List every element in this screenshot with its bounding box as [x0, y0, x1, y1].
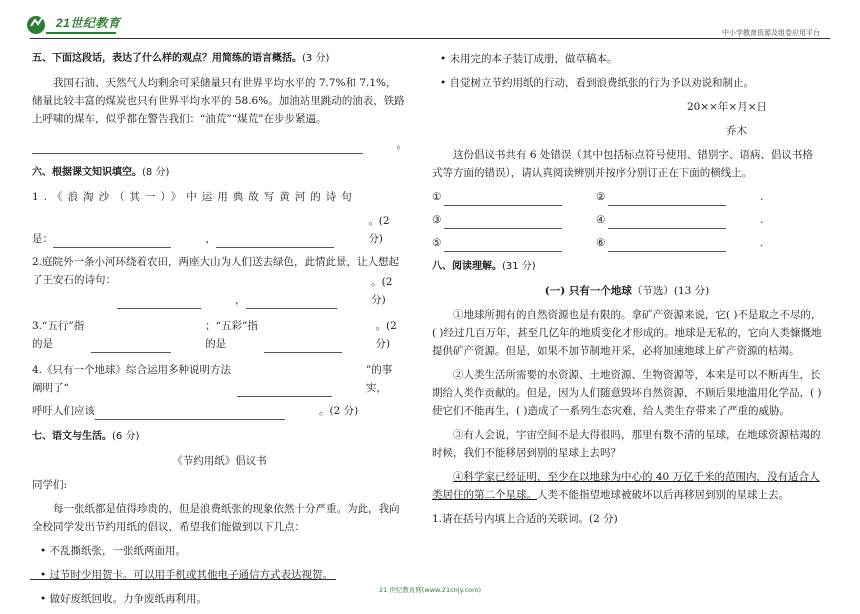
reading-para-1: ①地球所拥有的自然资源也是有限的。拿矿产资源来说，它( )不是取之不尽的，( )经过几百万年，甚至几亿年的地质变化才形成的。地球是无私的，它向人类慷慨地提供矿产资源。但是，如果不加节制地开采，必将加速地球上矿产资源的枯竭。 [432, 309, 822, 357]
correction-blank-6[interactable] [608, 239, 726, 252]
q4-prefix: 4.《只有一个地球》综合运用多种说明方法阐明了“ [32, 364, 232, 394]
correction-blank-2[interactable] [608, 193, 726, 206]
mark-5: ⑤ [432, 237, 442, 249]
section-5-score: (3 分) [302, 53, 330, 64]
proposal-title: 《节约用纸》倡议书 [172, 455, 267, 467]
section-8-title: 八、阅读理解。 [432, 261, 502, 272]
correction-blank-4[interactable] [608, 216, 726, 229]
q3-row [32, 317, 407, 353]
mark-3: ③ [432, 214, 442, 226]
proposal-body: 每一张纸都是值得珍贵的，但是浪费纸张的现象依然十分严重。为此，我向全校同学发出节约用纸的倡议，希望我们能做到以下几点： [32, 503, 400, 533]
correction-row [432, 234, 822, 252]
mark-2: ② [596, 191, 606, 203]
header-divider [30, 38, 830, 39]
q3-prefix: 3.“五行”指的是 [32, 320, 85, 350]
platform-name: 中小学教育资源及组卷应用平台 [722, 29, 820, 37]
section-6-score: (8 分) [142, 167, 170, 178]
reading-para-4-underlined: ④科学家已经证明，至少在以地球为中心的 40 万亿千米的范围内，没有适合人类居住的第二个星球。 [432, 471, 820, 501]
section-5-answer-row [32, 136, 407, 154]
correction-row [432, 211, 822, 229]
reading-q1: 1.请在括号内填上合适的关联词。(2 分) [432, 513, 618, 525]
q1-blank-2[interactable] [216, 235, 334, 248]
q1-answer-row [32, 212, 407, 248]
section-6-heading [32, 164, 407, 182]
q1-suffix: 。(2 分) [368, 215, 390, 245]
mark-1: ① [432, 191, 442, 203]
footer-text: 21 世纪教育网(www.21cnjy.com) [379, 586, 481, 594]
mark-6: ⑥ [596, 237, 606, 249]
q2-answer-row [117, 273, 407, 309]
reading-note: （节选）(13 分) [631, 285, 710, 297]
section-7-title: 七、语文与生活。 [32, 431, 112, 442]
proposal-bullet: • 不乱撕纸张，一张纸两面用。 [40, 545, 187, 557]
correction-row [432, 188, 822, 206]
q1-blank-1[interactable] [53, 235, 171, 248]
reading-para-2: ②人类生活所需要的水资源、土地资源、生物资源等，本来是可以不断再生，长期给人类作贡献的。但是，因为人们随意毁坏自然资源，不顾后果地滥用化学品，( )使它们不能再生，( )造成了一系列生态灾难，给人类生存带来了严重的威胁。 [432, 369, 822, 417]
section-5-end: 。 [396, 139, 407, 151]
q2-comma: ， [235, 294, 246, 306]
q4-blank-2[interactable] [95, 407, 285, 420]
row-dot: . [760, 214, 764, 226]
section-8-score: (31 分) [502, 261, 536, 272]
q4-suffix: 。(2 分) [319, 405, 359, 417]
reading-title: (一) 只有一个地球 [544, 285, 632, 297]
correction-blank-3[interactable] [444, 216, 562, 229]
proposal-bullet: • 做好废纸回收。力争废纸再利用。 [40, 593, 208, 605]
proposal-date: 20××年×月×日 [686, 101, 767, 113]
row-dot: . [760, 237, 764, 249]
q3-blank-2[interactable] [264, 340, 341, 353]
reading-para-3: ③有人会说，宇宙空间不是大得很吗，那里有数不清的星球，在地球资源枯竭的时候，我们不能移居到别的星球上去吗？ [432, 429, 821, 459]
q2-blank-1[interactable] [117, 296, 201, 309]
left-column [32, 50, 407, 614]
section-8-heading [432, 258, 822, 276]
section-5-answer-blank[interactable] [32, 141, 363, 154]
section-6-title: 六、根据课文知识填空。 [32, 167, 142, 178]
right-column [432, 50, 822, 534]
proposal-greeting: 同学们: [32, 479, 68, 491]
q2-suffix: 。(2 分) [371, 276, 393, 306]
correction-blank-5[interactable] [444, 239, 562, 252]
q4-blank-1[interactable] [237, 384, 332, 397]
reading-para-4 [432, 468, 822, 504]
section-5-title: 五、下面这段话，表达了什么样的观点？用简练的语言概括。 [32, 53, 302, 64]
footer-divider [30, 579, 336, 580]
q3-middle: ；“五彩”指的是 [205, 320, 258, 350]
section-7-score: (6 分) [112, 431, 140, 442]
proposal-signer: 乔木 [726, 125, 747, 137]
q4-row-2 [32, 402, 407, 420]
q4-middle: ”的事实， [365, 364, 393, 394]
row-dot: . [760, 191, 764, 203]
q2-text: 2.庭院外一条小河环绕着农田，两座大山为人们送去绿色，此情此景，让人想起了王安石的诗句： [32, 256, 400, 286]
correction-task: 这份倡议书共有 6 处错误（其中包括标点符号使用、错别字、语病、倡议书格式等方面的错误），请认真阅读辨别并按序分别订正在下面的横线上。 [432, 149, 813, 179]
logo-text: 21世纪教育 [56, 16, 121, 30]
q1-prefix: 是： [32, 233, 53, 245]
q3-suffix: 。(2 分) [375, 320, 397, 350]
q3-blank-1[interactable] [91, 340, 171, 353]
section-7-heading [32, 428, 407, 446]
mark-4: ④ [596, 214, 606, 226]
proposal-bullet: • 未用完的本子装订成册，做草稿本。 [440, 53, 618, 65]
section-5-heading [32, 50, 407, 68]
reading-subtitle [432, 282, 822, 300]
section-5-passage: 我国石油、天然气人均剩余可采储量只有世界平均水平的 7.7%和 7.1%，储量比较丰富的煤炭也只有世界平均水平的 58.6%。加油站里跳动的油表，铁路上呼啸的煤车，似乎都在警告我们：“油荒”“煤荒”在步步紧逼。 [32, 77, 405, 125]
reading-para-4-rest: 人类不能指望地球被破坏以后再移居到别的星球上去。 [537, 489, 789, 501]
q2-blank-2[interactable] [246, 296, 337, 309]
q1-comma: ， [205, 233, 216, 245]
q1-text: 1.《浪淘沙（其一）》中运用典故写黄河的诗句 [32, 191, 357, 203]
correction-blank-1[interactable] [444, 193, 562, 206]
proposal-bullet: • 自觉树立节约用纸的行动，看到浪费纸张的行为予以劝说和制止。 [440, 77, 755, 89]
proposal-bullet: • 过节时少用贺卡。可以用手机或其他电子通信方式表达视贺。 [40, 569, 334, 581]
q4-row-1 [32, 361, 407, 397]
q4-call: 呼吁人们应该 [32, 405, 95, 417]
